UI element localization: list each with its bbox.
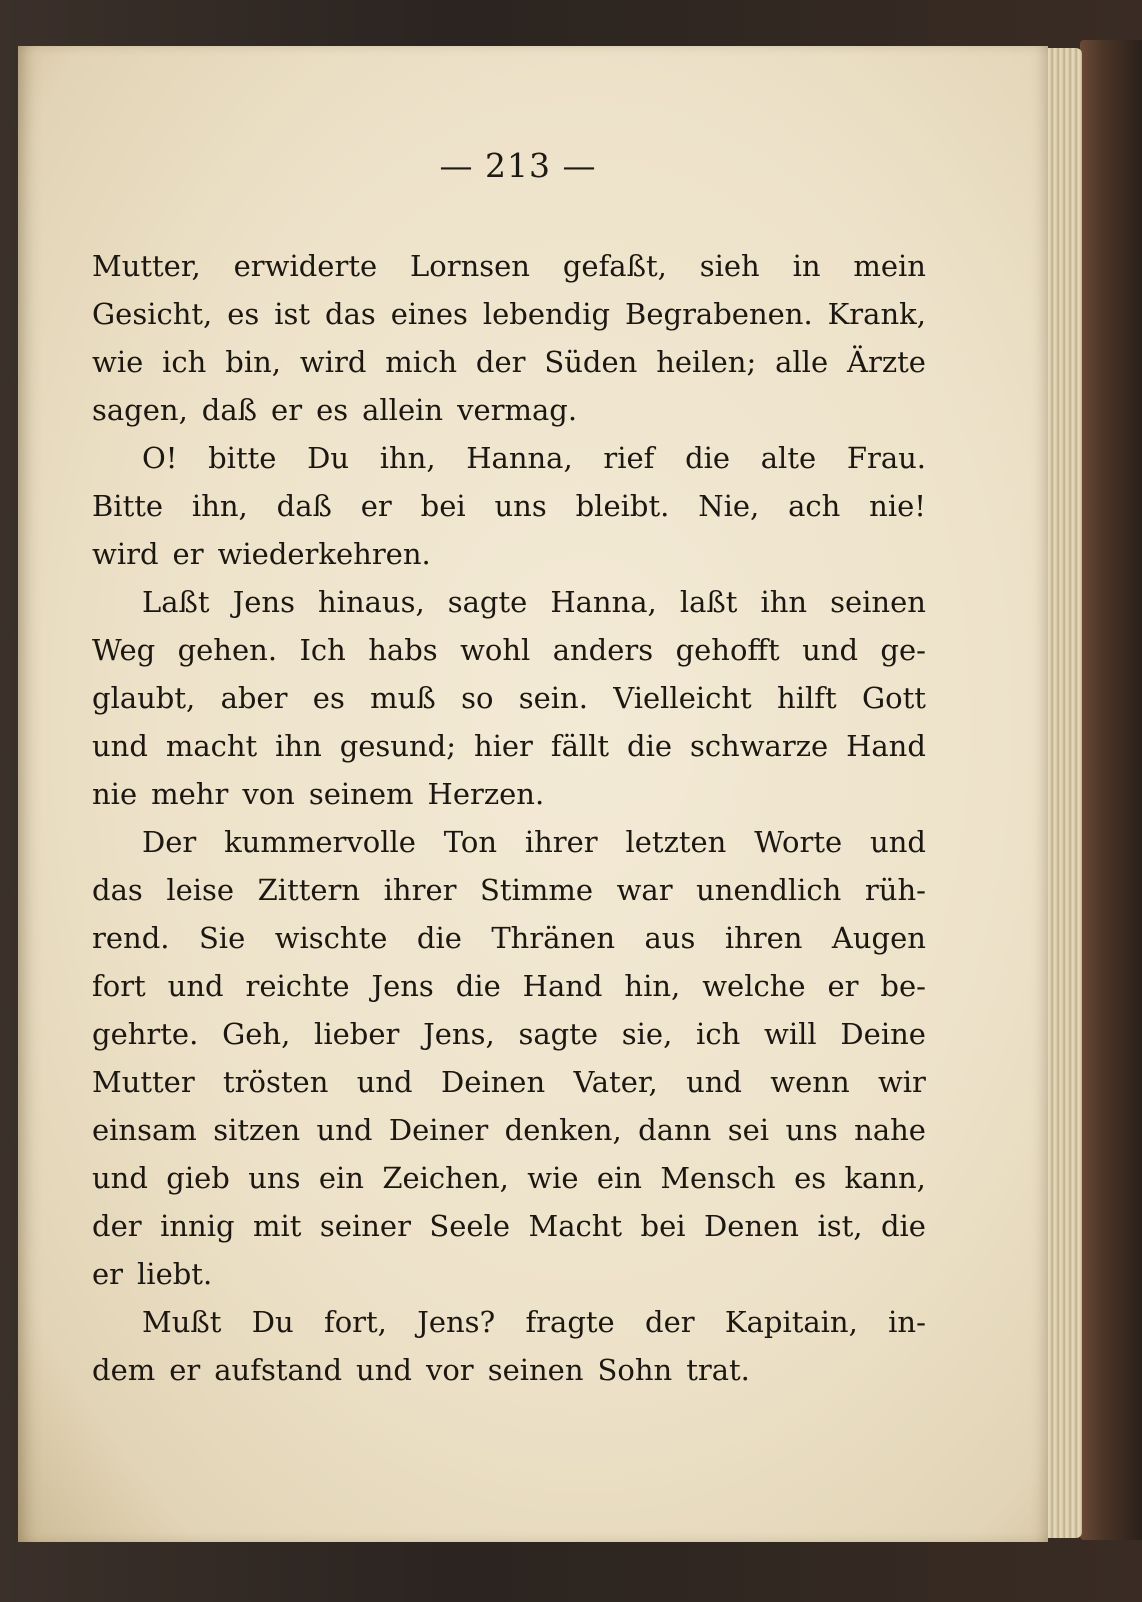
word: fort, xyxy=(323,1305,387,1339)
word: er xyxy=(172,537,204,571)
word: Begrabenen. xyxy=(625,297,813,331)
word: Thränen xyxy=(491,921,616,955)
word: rief xyxy=(603,441,655,475)
word: Sohn xyxy=(597,1353,673,1387)
word: macht xyxy=(165,729,258,763)
word: in xyxy=(792,249,821,283)
word: und xyxy=(92,729,148,763)
word: ist xyxy=(274,297,311,331)
word: vermag. xyxy=(457,393,578,427)
word: aufstand xyxy=(214,1353,343,1387)
word: Laßt xyxy=(142,585,210,619)
word: der xyxy=(92,1209,142,1243)
word: Herzen. xyxy=(427,777,545,811)
word: kann, xyxy=(844,1161,926,1195)
word: war xyxy=(616,873,673,907)
text-line xyxy=(92,866,926,914)
word: er xyxy=(827,969,859,1003)
word: Jens? xyxy=(417,1305,496,1339)
word: Mensch xyxy=(660,1161,776,1195)
word: gesund; xyxy=(339,729,457,763)
word: er xyxy=(360,489,392,523)
text-line xyxy=(92,1058,926,1106)
word: Zittern xyxy=(257,873,361,907)
word: Du xyxy=(251,1305,294,1339)
word: unendlich xyxy=(696,873,842,907)
word: und xyxy=(356,1065,413,1099)
word: mit xyxy=(253,1209,302,1243)
word: Macht xyxy=(528,1209,623,1243)
text-line xyxy=(92,914,926,962)
word: ach xyxy=(788,489,841,523)
word: bei xyxy=(640,1209,686,1243)
word: seinen xyxy=(830,585,926,619)
word: Denen xyxy=(704,1209,799,1243)
word: erwiderte xyxy=(233,249,378,283)
word: alle xyxy=(775,345,829,379)
word: und xyxy=(316,1113,373,1147)
word: Gesicht, xyxy=(92,297,213,331)
word: Lornsen xyxy=(410,249,530,283)
text-line xyxy=(92,962,926,1010)
word: be- xyxy=(880,969,926,1003)
word: aber xyxy=(220,681,288,715)
word: Seele xyxy=(429,1209,511,1243)
word: Hand xyxy=(846,729,926,763)
page-number: — 213 — xyxy=(439,146,597,185)
word: bei xyxy=(420,489,466,523)
word: dann xyxy=(638,1113,712,1147)
word: nie! xyxy=(869,489,926,523)
word: fort xyxy=(92,969,146,1003)
word: Worte xyxy=(754,825,843,859)
word: die xyxy=(416,921,462,955)
word: wenn xyxy=(770,1065,850,1099)
word: fällt xyxy=(550,729,610,763)
word: lieber xyxy=(314,1017,400,1051)
word: trat. xyxy=(686,1353,750,1387)
word: es xyxy=(227,297,260,331)
word: ihn, xyxy=(191,489,248,523)
word: O! xyxy=(142,441,178,475)
word: hier xyxy=(473,729,533,763)
word: Krank, xyxy=(827,297,926,331)
word: eines xyxy=(390,297,468,331)
text-line xyxy=(92,434,926,482)
word: welche xyxy=(702,969,806,1003)
word: Hanna, xyxy=(466,441,573,475)
word: leise xyxy=(166,873,235,907)
word: Zeichen, xyxy=(382,1161,509,1195)
word: alte xyxy=(760,441,817,475)
word: ein xyxy=(318,1161,364,1195)
word: allein xyxy=(362,393,444,427)
word: Kapitain, xyxy=(724,1305,858,1339)
word: sie, xyxy=(621,1017,673,1051)
text-line xyxy=(92,1106,926,1154)
text-line xyxy=(92,722,926,770)
word: und xyxy=(167,969,224,1003)
word: wir xyxy=(877,1065,926,1099)
word: und xyxy=(802,633,859,667)
word: und xyxy=(92,1161,148,1195)
word: gieb xyxy=(166,1161,230,1195)
word: er xyxy=(92,1257,124,1291)
word: Nie, xyxy=(698,489,760,523)
word: ihrer xyxy=(383,873,457,907)
word: nahe xyxy=(854,1113,926,1147)
text-line xyxy=(92,242,926,290)
book-page xyxy=(18,46,1048,1542)
word: Deinen xyxy=(440,1065,546,1099)
word: wiederkehren. xyxy=(217,537,431,571)
word: Geh, xyxy=(222,1017,291,1051)
text-line xyxy=(92,818,926,866)
word: Ton xyxy=(443,825,497,859)
word: ihn xyxy=(275,729,322,763)
text-line xyxy=(92,482,926,530)
word: Süden xyxy=(544,345,638,379)
word: so xyxy=(461,681,494,715)
text-line xyxy=(92,1346,926,1394)
word: seinem xyxy=(308,777,414,811)
word: wie xyxy=(527,1161,579,1195)
word: gehrte. xyxy=(92,1017,199,1051)
word: Mutter, xyxy=(92,249,201,283)
word: Du xyxy=(307,441,350,475)
word: mich xyxy=(385,345,457,379)
word: der xyxy=(645,1305,695,1339)
word: es xyxy=(312,681,345,715)
word: bin, xyxy=(225,345,281,379)
word: ist, xyxy=(817,1209,863,1243)
word: ihn xyxy=(760,585,808,619)
word: liebt. xyxy=(137,1257,213,1291)
word: von xyxy=(242,777,295,811)
word: Hanna, xyxy=(550,585,657,619)
word: daß xyxy=(201,393,258,427)
word: und xyxy=(686,1065,742,1099)
word: Mutter xyxy=(92,1065,195,1099)
word: vor xyxy=(425,1353,474,1387)
word: das xyxy=(325,297,376,331)
word: Jens xyxy=(232,585,295,619)
word: innig xyxy=(160,1209,235,1243)
text-line xyxy=(92,1250,926,1298)
word: Der xyxy=(142,825,197,859)
word: er xyxy=(169,1353,201,1387)
word: das xyxy=(92,873,143,907)
word: Vielleicht xyxy=(613,681,752,715)
word: Frau. xyxy=(846,441,926,475)
word: und xyxy=(356,1353,412,1387)
word: nie xyxy=(92,777,138,811)
word: die xyxy=(880,1209,926,1243)
word: sieh xyxy=(699,249,760,283)
word: die xyxy=(627,729,673,763)
text-line xyxy=(92,386,926,434)
text-line xyxy=(92,1202,926,1250)
word: Deine xyxy=(840,1017,926,1051)
word: lebendig xyxy=(482,297,611,331)
text-line xyxy=(92,1298,926,1346)
text-line xyxy=(92,626,926,674)
word: ich xyxy=(696,1017,741,1051)
word: ihn, xyxy=(379,441,436,475)
word: kummervolle xyxy=(224,825,416,859)
word: einsam xyxy=(92,1113,197,1147)
word: letzten xyxy=(625,825,727,859)
word: gehofft xyxy=(675,633,780,667)
word: uns xyxy=(494,489,547,523)
text-line xyxy=(92,770,926,818)
word: muß xyxy=(370,681,436,715)
word: laßt xyxy=(679,585,738,619)
word: Augen xyxy=(831,921,926,955)
text-line xyxy=(92,290,926,338)
word: heilen; xyxy=(656,345,757,379)
word: hinaus, xyxy=(318,585,425,619)
word: wird xyxy=(92,537,159,571)
text-line xyxy=(92,338,926,386)
word: seiner xyxy=(319,1209,411,1243)
word: und xyxy=(870,825,926,859)
word: rend. xyxy=(92,921,170,955)
word: ihrer xyxy=(524,825,598,859)
word: seinen xyxy=(487,1353,584,1387)
word: aus xyxy=(644,921,696,955)
word: Jens, xyxy=(423,1017,495,1051)
word: Stimme xyxy=(480,873,594,907)
word: daß xyxy=(276,489,332,523)
word: wird xyxy=(299,345,367,379)
word: Gott xyxy=(862,681,926,715)
word: es xyxy=(794,1161,827,1195)
body-text xyxy=(92,242,926,1394)
text-line xyxy=(92,578,926,626)
word: der xyxy=(475,345,526,379)
word: die xyxy=(685,441,731,475)
word: Sie xyxy=(198,921,246,955)
word: gehen. xyxy=(177,633,278,667)
word: Ärzte xyxy=(847,345,926,379)
word: er xyxy=(271,393,303,427)
word: fragte xyxy=(525,1305,615,1339)
word: mein xyxy=(853,249,926,283)
word: Ich xyxy=(299,633,346,667)
word: mehr xyxy=(151,777,229,811)
word: Hand xyxy=(522,969,603,1003)
word: glaubt, xyxy=(92,681,196,715)
word: wie xyxy=(92,345,144,379)
word: reichte xyxy=(245,969,350,1003)
word: dem xyxy=(92,1353,156,1387)
word: Vater, xyxy=(573,1065,658,1099)
word: sagte xyxy=(447,585,528,619)
word: will xyxy=(764,1017,817,1051)
word: in- xyxy=(888,1305,926,1339)
text-line xyxy=(92,1154,926,1202)
word: rüh- xyxy=(864,873,926,907)
word: hilft xyxy=(777,681,837,715)
word: schwarze xyxy=(689,729,829,763)
text-line xyxy=(92,674,926,722)
word: uns xyxy=(785,1113,838,1147)
word: wischte xyxy=(274,921,388,955)
word: die xyxy=(455,969,501,1003)
word: Deiner xyxy=(388,1113,489,1147)
word: sagen, xyxy=(92,393,188,427)
word: ge- xyxy=(880,633,926,667)
word: hin, xyxy=(624,969,681,1003)
word: sein. xyxy=(518,681,588,715)
word: wohl xyxy=(460,633,531,667)
word: habs xyxy=(368,633,438,667)
word: Bitte xyxy=(92,489,164,523)
word: trösten xyxy=(223,1065,329,1099)
word: sagte xyxy=(518,1017,598,1051)
word: bitte xyxy=(208,441,277,475)
word: uns xyxy=(248,1161,301,1195)
word: ein xyxy=(596,1161,642,1195)
word: gefaßt, xyxy=(562,249,667,283)
word: es xyxy=(316,393,349,427)
word: sei xyxy=(727,1113,770,1147)
text-line xyxy=(92,1010,926,1058)
word: bleibt. xyxy=(575,489,670,523)
word: ich xyxy=(162,345,207,379)
word: Mußt xyxy=(142,1305,222,1339)
word: denken, xyxy=(504,1113,622,1147)
text-line xyxy=(92,530,926,578)
cover-edge xyxy=(1080,40,1142,1540)
word: anders xyxy=(552,633,654,667)
word: ihren xyxy=(724,921,803,955)
word: Jens xyxy=(371,969,434,1003)
word: sitzen xyxy=(213,1113,301,1147)
word: Weg xyxy=(92,633,156,667)
